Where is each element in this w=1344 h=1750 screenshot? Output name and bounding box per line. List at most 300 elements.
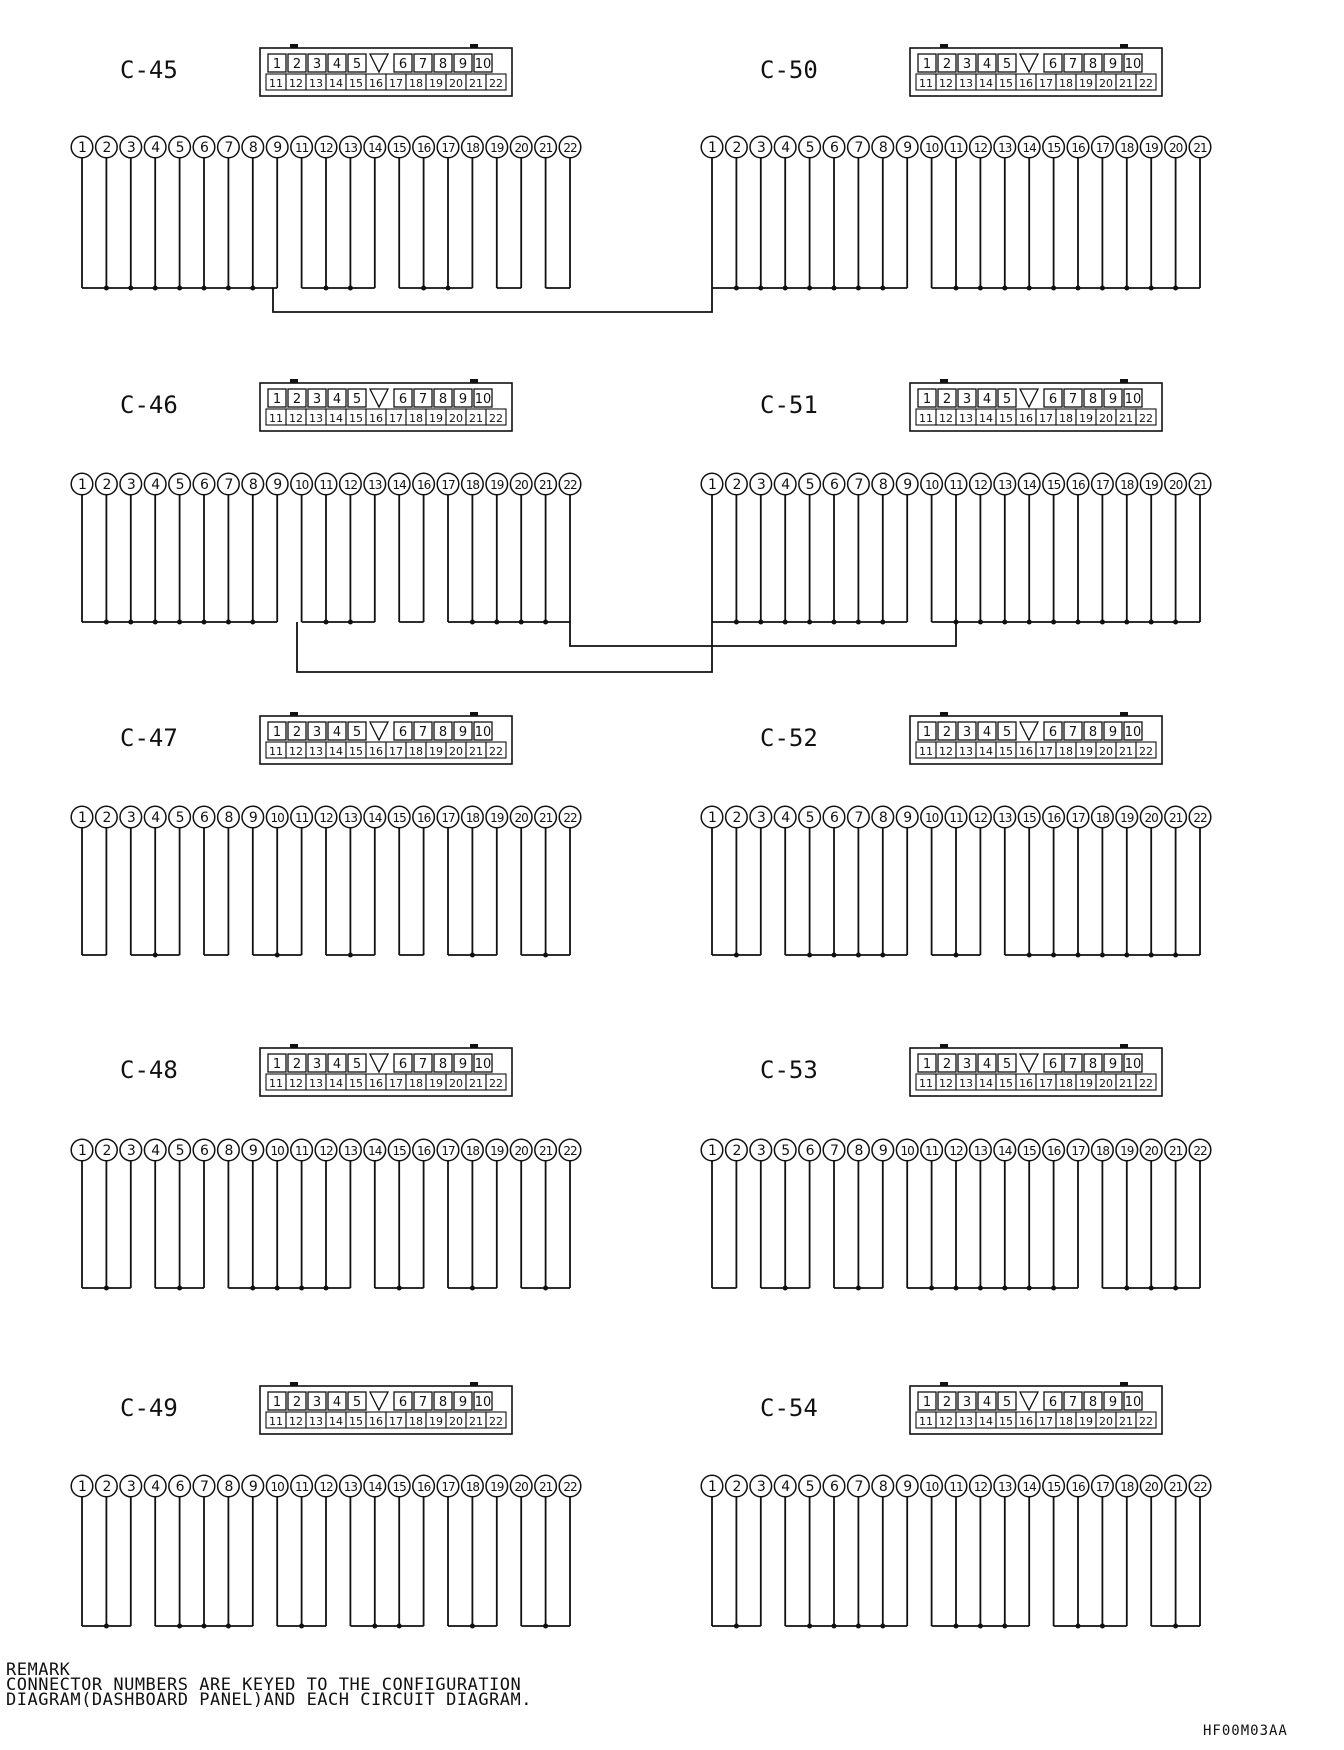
face-pin-label: 13 [309, 1077, 323, 1090]
junction-dot [153, 953, 158, 958]
face-pin-label: 4 [332, 57, 342, 72]
pin-number: 12 [343, 478, 358, 492]
connector-label: C-49 [120, 1394, 178, 1422]
face-pin-label: 11 [269, 745, 283, 758]
pin-number: 19 [1144, 478, 1158, 492]
face-pin-label: 15 [349, 412, 363, 425]
face-key-triangle [1020, 389, 1038, 407]
face-pin-label: 2 [942, 1057, 952, 1072]
pin-number: 9 [248, 1143, 257, 1159]
pin-number: 5 [175, 1143, 184, 1159]
face-pin-label: 18 [1059, 1077, 1073, 1090]
face-key [470, 1382, 478, 1386]
pin-number: 2 [732, 810, 741, 826]
face-pin-label: 10 [474, 1395, 492, 1410]
face-pin-label: 16 [369, 77, 383, 90]
pin-number: 17 [1071, 1144, 1085, 1158]
face-pin-label: 19 [1079, 1415, 1093, 1428]
connector-c-47 [71, 712, 581, 958]
pin-number: 4 [781, 477, 790, 493]
pin-number: 8 [224, 810, 233, 826]
face-pin-label: 5 [352, 392, 362, 407]
pin-number: 8 [878, 477, 887, 493]
junction-dot [734, 1624, 739, 1629]
face-pin-label: 14 [329, 1077, 343, 1090]
pin-number: 10 [924, 1480, 939, 1494]
pin-number: 15 [1022, 811, 1036, 825]
pin-number: 3 [126, 1479, 135, 1495]
pin-number: 18 [1120, 1480, 1134, 1494]
pin-number: 2 [102, 1479, 111, 1495]
connector-face [260, 44, 512, 96]
junction-dot [250, 620, 255, 625]
face-pin-label: 19 [429, 745, 443, 758]
face-pin-label: 15 [349, 77, 363, 90]
connector-face [910, 44, 1162, 96]
pin-number: 8 [248, 477, 257, 493]
face-pin-label: 10 [1124, 725, 1142, 740]
remark-line-2: DIAGRAM(DASHBOARD PANEL)AND EACH CIRCUIT DIAGRAM. [6, 1690, 533, 1710]
face-key-triangle [370, 1392, 388, 1410]
pin-number: 20 [1144, 1480, 1158, 1494]
face-pin-label: 5 [352, 1395, 362, 1410]
face-pin-label: 16 [1019, 1077, 1033, 1090]
pin-number: 20 [1144, 1144, 1158, 1158]
connector-c-46 [71, 379, 581, 625]
face-pin-label: 14 [329, 745, 343, 758]
face-pin-label: 7 [1068, 1395, 1078, 1410]
face-pin-label: 8 [1088, 392, 1098, 407]
junction-dot [324, 286, 329, 291]
cross-link-c46-c51b [570, 622, 956, 646]
face-pin-label: 10 [1124, 392, 1142, 407]
face-pin-label: 5 [1002, 57, 1012, 72]
face-pin-label: 1 [922, 57, 932, 72]
junction-dot [348, 620, 353, 625]
face-key-triangle [370, 1054, 388, 1072]
face-pin-label: 19 [1079, 412, 1093, 425]
pin-number: 21 [538, 478, 553, 492]
pin-number: 7 [854, 810, 863, 826]
pin-number: 22 [563, 1480, 577, 1494]
junction-dot [807, 620, 812, 625]
face-pin-label: 22 [1139, 745, 1153, 758]
face-pin-label: 15 [999, 412, 1013, 425]
face-pin-label: 7 [1068, 57, 1078, 72]
face-pin-label: 14 [979, 745, 993, 758]
pin-number: 6 [175, 1479, 184, 1495]
junction-dot [1051, 953, 1056, 958]
junction-dot [1149, 620, 1154, 625]
face-pin-label: 19 [429, 77, 443, 90]
pin-number: 16 [416, 1480, 431, 1494]
junction-dot [954, 1286, 959, 1291]
pin-number: 19 [490, 141, 504, 155]
pin-number: 5 [805, 477, 814, 493]
pin-number: 19 [490, 811, 504, 825]
pin-number: 20 [514, 811, 528, 825]
pin-number: 3 [756, 1143, 765, 1159]
face-pin-label: 8 [438, 57, 448, 72]
pin-number: 13 [998, 1480, 1012, 1494]
face-pin-label: 6 [1048, 392, 1058, 407]
pin-number: 7 [854, 477, 863, 493]
pin-number: 14 [1022, 1480, 1036, 1494]
face-pin-label: 6 [1048, 1395, 1058, 1410]
connector-c-50 [701, 44, 1211, 291]
pin-number: 1 [708, 810, 716, 826]
face-pin-label: 1 [272, 392, 282, 407]
face-pin-label: 21 [469, 412, 483, 425]
pin-number: 15 [1022, 1144, 1036, 1158]
pin-number: 9 [903, 477, 912, 493]
pin-number: 6 [830, 1479, 838, 1495]
face-pin-label: 10 [474, 725, 492, 740]
face-pin-label: 11 [269, 1077, 283, 1090]
junction-dot [299, 1624, 304, 1629]
pin-number: 15 [1046, 1480, 1061, 1494]
face-pin-label: 21 [1119, 1077, 1133, 1090]
face-pin-label: 3 [312, 392, 322, 407]
face-pin-label: 5 [352, 57, 362, 72]
pin-number: 17 [1095, 1480, 1110, 1494]
face-pin-label: 13 [309, 745, 323, 758]
face-pin-label: 21 [469, 1415, 483, 1428]
pin-number: 4 [151, 1143, 160, 1159]
face-pin-label: 15 [999, 1077, 1013, 1090]
face-pin-label: 9 [1108, 57, 1118, 72]
pin-number: 17 [441, 141, 455, 155]
face-key [1120, 712, 1128, 716]
pin-number: 6 [200, 1143, 208, 1159]
face-pin-label: 3 [312, 725, 322, 740]
pin-number: 4 [781, 1479, 790, 1495]
pin-number: 21 [538, 1144, 553, 1158]
connector-label: C-54 [760, 1394, 818, 1422]
junction-dot [519, 620, 524, 625]
junction-dot [954, 1624, 959, 1629]
face-pin-label: 13 [959, 1077, 973, 1090]
junction-dot [1173, 286, 1178, 291]
pin-number: 15 [392, 141, 406, 155]
pin-number: 22 [563, 811, 577, 825]
face-pin-label: 3 [312, 1057, 322, 1072]
pin-number: 3 [756, 810, 765, 826]
junction-dot [880, 1624, 885, 1629]
face-key-triangle [370, 389, 388, 407]
face-pin-label: 5 [352, 725, 362, 740]
pin-number: 5 [175, 477, 184, 493]
face-pin-label: 13 [959, 77, 973, 90]
face-pin-label: 19 [429, 1415, 443, 1428]
pin-number: 1 [78, 477, 86, 493]
pin-number: 10 [270, 1480, 284, 1494]
junction-dot [202, 620, 207, 625]
junction-dot [153, 286, 158, 291]
pin-number: 20 [1144, 811, 1158, 825]
face-pin-label: 19 [1079, 77, 1093, 90]
face-pin-label: 13 [309, 412, 323, 425]
junction-dot [1149, 953, 1154, 958]
pin-number: 13 [998, 478, 1012, 492]
pin-number: 12 [319, 1480, 333, 1494]
face-pin-label: 4 [332, 725, 342, 740]
connector-label: C-50 [760, 56, 818, 84]
face-pin-label: 21 [1119, 1415, 1133, 1428]
face-key [290, 1044, 298, 1048]
face-pin-label: 22 [1139, 77, 1153, 90]
pin-number: 19 [1120, 811, 1134, 825]
pin-number: 9 [903, 140, 912, 156]
pin-number: 9 [273, 140, 282, 156]
pin-number: 8 [878, 140, 887, 156]
face-key [940, 712, 948, 716]
pin-number: 4 [151, 477, 160, 493]
junction-dot [1149, 286, 1154, 291]
face-pin-label: 3 [962, 392, 972, 407]
face-key-triangle [1020, 1392, 1038, 1410]
junction-dot [128, 620, 133, 625]
pin-number: 4 [781, 140, 790, 156]
face-pin-label: 8 [438, 392, 448, 407]
junction-dot [978, 620, 983, 625]
pin-number: 18 [1120, 141, 1134, 155]
connector-label: C-48 [120, 1056, 178, 1084]
connector-face [910, 1044, 1162, 1096]
pin-number: 19 [1144, 141, 1158, 155]
face-pin-label: 12 [939, 412, 953, 425]
face-pin-label: 20 [449, 745, 463, 758]
pin-number: 13 [343, 1480, 358, 1494]
pin-number: 1 [708, 477, 716, 493]
face-pin-label: 7 [418, 1057, 428, 1072]
face-pin-label: 8 [438, 725, 448, 740]
pin-number: 22 [1193, 1480, 1207, 1494]
remark-heading: REMARK [6, 1660, 71, 1680]
pin-number: 3 [126, 1143, 135, 1159]
junction-dot [1100, 286, 1105, 291]
junction-dot [807, 953, 812, 958]
face-pin-label: 16 [369, 1415, 383, 1428]
junction-dot [1100, 1624, 1105, 1629]
face-pin-label: 17 [1039, 1415, 1053, 1428]
junction-dot [1124, 1286, 1129, 1291]
junction-dot [275, 953, 280, 958]
face-pin-label: 1 [922, 1057, 932, 1072]
face-pin-label: 10 [474, 392, 492, 407]
junction-dot [372, 1624, 377, 1629]
junction-dot [470, 953, 475, 958]
face-pin-label: 10 [1124, 57, 1142, 72]
pin-number: 20 [514, 141, 528, 155]
pin-number: 8 [248, 140, 257, 156]
pin-number: 2 [732, 1479, 741, 1495]
junction-dot [226, 286, 231, 291]
pin-number: 16 [416, 811, 431, 825]
face-pin-label: 2 [942, 392, 952, 407]
junction-dot [783, 286, 788, 291]
face-pin-label: 5 [352, 1057, 362, 1072]
junction-dot [1027, 1286, 1032, 1291]
face-pin-label: 7 [418, 725, 428, 740]
junction-dot [1124, 953, 1129, 958]
face-key-triangle [1020, 1054, 1038, 1072]
face-pin-label: 4 [982, 725, 992, 740]
junction-dot [1051, 286, 1056, 291]
face-pin-label: 18 [1059, 77, 1073, 90]
pin-number: 1 [78, 1479, 86, 1495]
pin-number: 20 [514, 1480, 528, 1494]
face-pin-label: 22 [489, 745, 503, 758]
face-pin-label: 9 [458, 1395, 468, 1410]
pin-number: 21 [1168, 811, 1183, 825]
face-pin-label: 12 [289, 412, 303, 425]
face-pin-label: 19 [1079, 745, 1093, 758]
face-pin-label: 18 [1059, 412, 1073, 425]
face-pin-label: 17 [1039, 745, 1053, 758]
pin-number: 16 [1046, 811, 1061, 825]
pin-number: 11 [949, 141, 963, 155]
pin-number: 2 [732, 140, 741, 156]
pin-number: 16 [1071, 478, 1085, 492]
face-pin-label: 21 [469, 77, 483, 90]
pin-number: 13 [343, 1144, 358, 1158]
junction-dot [1173, 953, 1178, 958]
cross-link-c45-c50 [273, 288, 712, 312]
junction-dot [954, 953, 959, 958]
junction-dot [807, 1624, 812, 1629]
face-pin-label: 19 [1079, 1077, 1093, 1090]
pin-number: 21 [538, 141, 553, 155]
pin-number: 14 [392, 478, 406, 492]
pin-number: 13 [998, 141, 1012, 155]
face-pin-label: 9 [458, 1057, 468, 1072]
pin-number: 15 [392, 811, 406, 825]
face-pin-label: 12 [289, 745, 303, 758]
pin-number: 13 [368, 478, 382, 492]
figure-code: HF00M03AA [1203, 1723, 1288, 1739]
junction-dot [250, 1286, 255, 1291]
pin-number: 21 [1193, 478, 1207, 492]
pin-number: 9 [248, 810, 257, 826]
face-key-triangle [1020, 54, 1038, 72]
face-pin-label: 7 [1068, 1057, 1078, 1072]
face-pin-label: 8 [1088, 57, 1098, 72]
pin-number: 18 [1095, 811, 1110, 825]
face-pin-label: 18 [409, 412, 423, 425]
pin-number: 18 [1095, 1144, 1110, 1158]
pin-number: 9 [273, 477, 282, 493]
pin-number: 10 [900, 1144, 914, 1158]
face-pin-label: 4 [982, 1395, 992, 1410]
face-pin-label: 12 [939, 1415, 953, 1428]
pin-number: 19 [490, 478, 504, 492]
pin-number: 6 [830, 477, 838, 493]
junction-dot [470, 1286, 475, 1291]
face-pin-label: 6 [1048, 1057, 1058, 1072]
face-pin-label: 19 [429, 412, 443, 425]
face-pin-label: 16 [369, 412, 383, 425]
junction-dot [177, 620, 182, 625]
junction-dot [421, 286, 426, 291]
face-pin-label: 20 [1099, 412, 1113, 425]
face-key [940, 379, 948, 383]
junction-dot [1002, 1624, 1007, 1629]
face-key [470, 1044, 478, 1048]
junction-dot [250, 286, 255, 291]
pin-number: 8 [854, 1143, 863, 1159]
junction-dot [543, 620, 548, 625]
face-key [1120, 44, 1128, 48]
face-pin-label: 8 [438, 1395, 448, 1410]
face-pin-label: 11 [269, 77, 283, 90]
face-pin-label: 7 [418, 57, 428, 72]
junction-dot [153, 620, 158, 625]
junction-dot [856, 286, 861, 291]
junction-dot [978, 286, 983, 291]
junction-dot [1100, 953, 1105, 958]
face-pin-label: 2 [292, 725, 302, 740]
pin-number: 19 [490, 1144, 504, 1158]
face-pin-label: 11 [269, 412, 283, 425]
face-pin-label: 8 [438, 1057, 448, 1072]
junction-dot [1051, 620, 1056, 625]
face-pin-label: 18 [1059, 745, 1073, 758]
face-key [1120, 1044, 1128, 1048]
junction-dot [1076, 953, 1081, 958]
pin-number: 14 [368, 141, 382, 155]
pin-number: 11 [949, 1480, 963, 1494]
junction-dot [1002, 286, 1007, 291]
face-pin-label: 15 [349, 1077, 363, 1090]
pin-number: 10 [270, 1144, 284, 1158]
junction-dot [324, 1286, 329, 1291]
pin-number: 19 [490, 1480, 504, 1494]
remark-line-1: CONNECTOR NUMBERS ARE KEYED TO THE CONFIGURATION [6, 1675, 522, 1695]
face-pin-label: 20 [449, 77, 463, 90]
face-pin-label: 2 [292, 1057, 302, 1072]
face-key [470, 379, 478, 383]
connector-c-45 [71, 44, 581, 291]
junction-dot [470, 620, 475, 625]
face-pin-label: 16 [369, 1077, 383, 1090]
junction-dot [929, 1286, 934, 1291]
pin-number: 13 [343, 141, 358, 155]
face-pin-label: 21 [469, 1077, 483, 1090]
face-key [290, 1382, 298, 1386]
junction-dot [832, 953, 837, 958]
pin-number: 7 [200, 1479, 208, 1495]
face-pin-label: 22 [489, 412, 503, 425]
pin-number: 16 [416, 1144, 431, 1158]
junction-dot [1149, 1286, 1154, 1291]
pin-number: 18 [465, 1144, 480, 1158]
face-pin-label: 8 [1088, 725, 1098, 740]
face-pin-label: 18 [409, 1415, 423, 1428]
junction-dot [880, 286, 885, 291]
face-pin-label: 4 [332, 1395, 342, 1410]
pin-number: 10 [294, 478, 309, 492]
face-pin-label: 6 [398, 1057, 408, 1072]
face-pin-label: 20 [1099, 1415, 1113, 1428]
face-pin-label: 3 [962, 1057, 972, 1072]
pin-number: 7 [224, 477, 233, 493]
junction-dot [128, 286, 133, 291]
pin-number: 1 [78, 1143, 86, 1159]
junction-dot [177, 1624, 182, 1629]
connector-face [910, 1382, 1162, 1434]
face-key [290, 379, 298, 383]
